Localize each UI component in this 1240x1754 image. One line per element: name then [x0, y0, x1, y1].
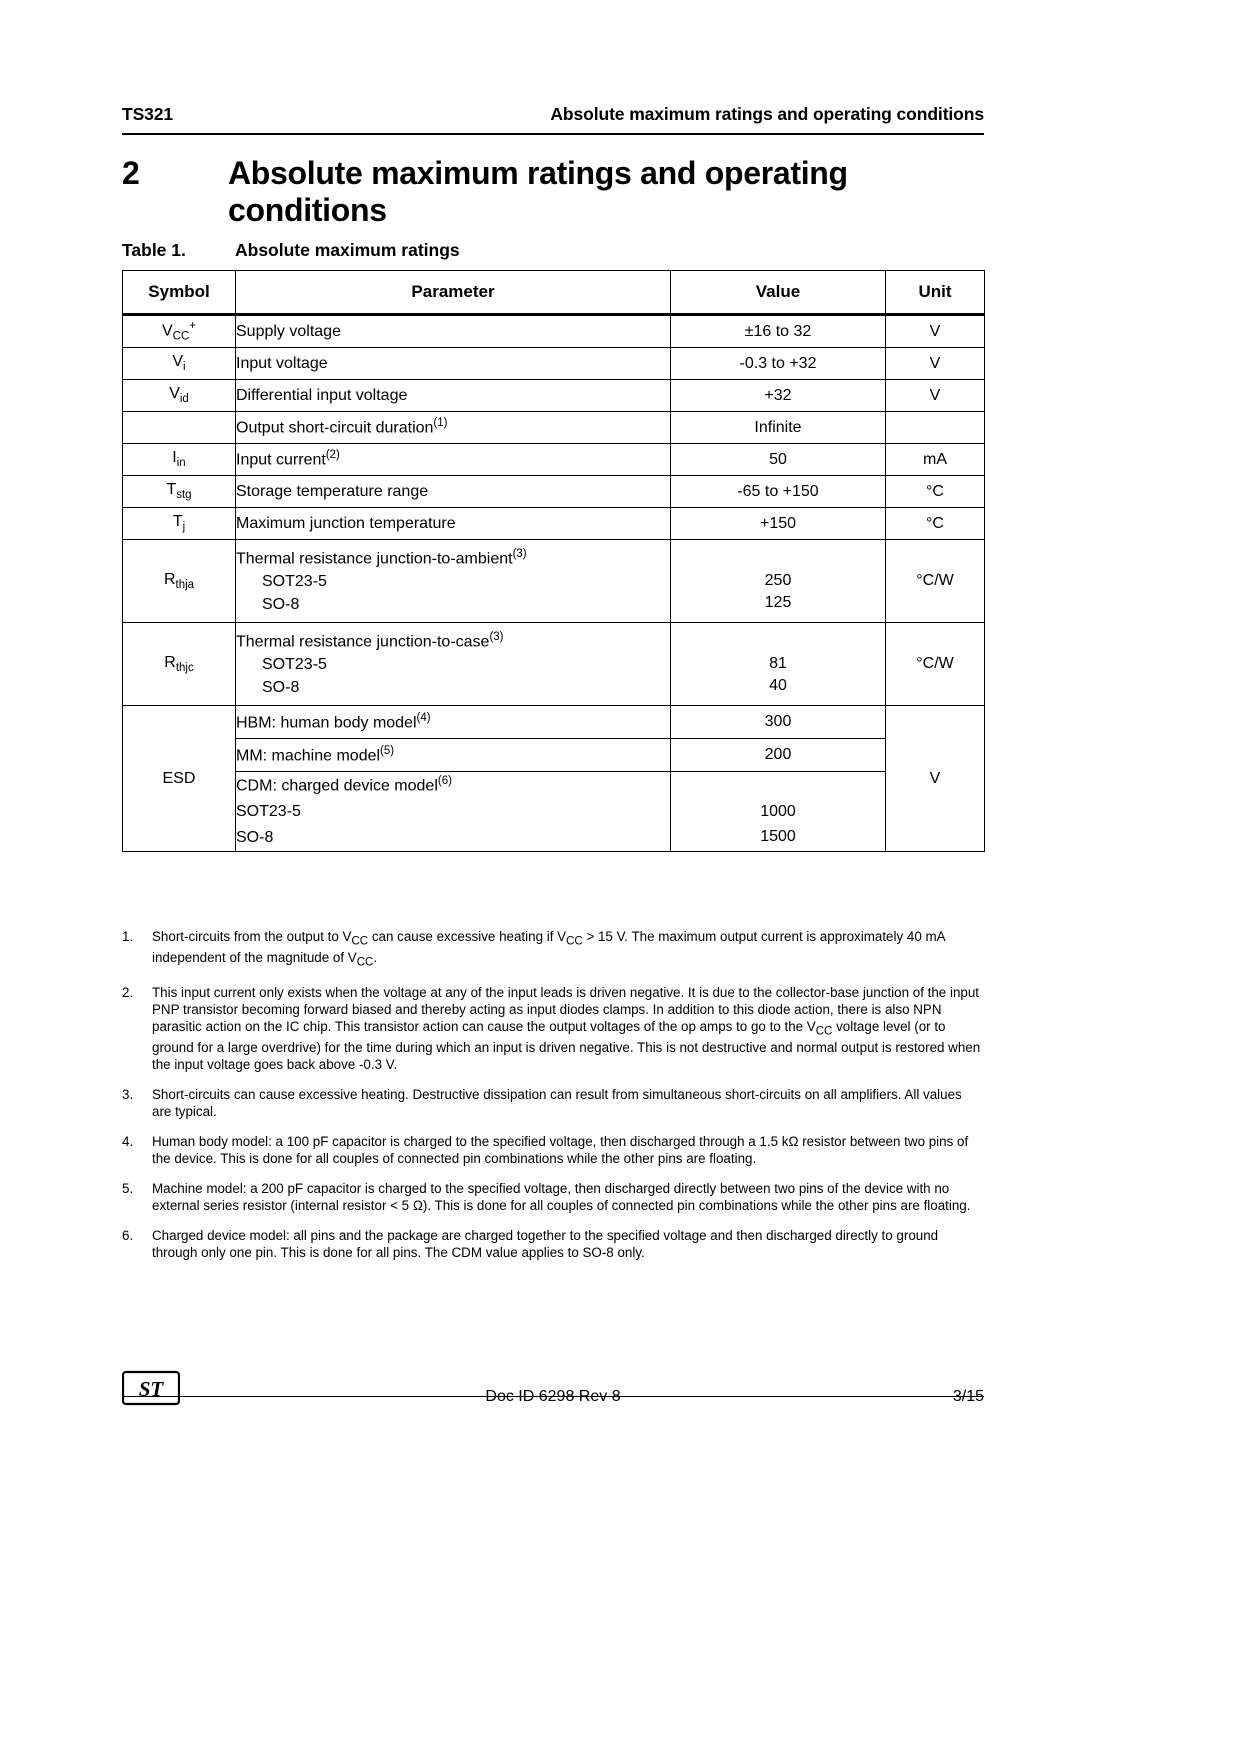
chapter-heading	[122, 155, 990, 229]
cell-symbol: $R_{thja}$	[123, 540, 236, 623]
table-row	[123, 315, 985, 348]
cell-unit: °C/W	[886, 540, 985, 623]
cell-parameter: Supply voltage	[236, 315, 671, 348]
cell-symbol: $I_{in}$	[123, 444, 236, 476]
footnote-text: Machine model: a 200 pF capacitor is charged to the specified voltage, then discharged directly between two pins of the device with no external series resistor (internal resistor < 5 Ω). This is done for all couples of connected pin combinations while the other pins are floating.	[152, 1180, 971, 1213]
footnote-text: Short-circuits can cause excessive heating. Destructive dissipation can result from simultaneous short-circuits on all amplifiers. All values are typical.	[152, 1086, 962, 1119]
footnote-number: 4.	[122, 1133, 134, 1149]
cell-unit: V	[886, 315, 985, 348]
package-label: SOT23-5	[236, 803, 301, 821]
table-caption-label: Table 1.	[122, 240, 186, 260]
header-section-title: Absolute maximum ratings and operating conditions	[550, 104, 984, 124]
cell-value: 81 40	[671, 623, 886, 706]
footnote-1	[122, 928, 984, 971]
cell-parameter: MM: machine model$^{(5)}$	[236, 739, 671, 772]
svg-text:ST: ST	[138, 1377, 164, 1401]
absolute-maximum-ratings-table	[122, 270, 985, 852]
cell-unit	[886, 412, 985, 444]
cell-parameter: Differential input voltage	[236, 380, 671, 412]
table-caption-title: Absolute maximum ratings	[235, 240, 460, 260]
table-row	[123, 772, 985, 852]
cell-value: -0.3 to +32	[671, 348, 886, 380]
column-header-value: Value	[671, 271, 886, 315]
table-caption	[122, 240, 460, 261]
cell-unit: °C	[886, 476, 985, 508]
footnote-6	[122, 1227, 984, 1261]
footnote-number: 3.	[122, 1086, 134, 1102]
table-row	[123, 348, 985, 380]
cell-parameter: Input voltage	[236, 348, 671, 380]
cell-value: -65 to +150	[671, 476, 886, 508]
cell-unit: V	[886, 380, 985, 412]
table-row	[123, 623, 985, 706]
footnote-2	[122, 984, 984, 1073]
chapter-number: 2	[122, 155, 140, 191]
header-divider	[122, 133, 984, 135]
cell-value: +32	[671, 380, 886, 412]
cell-symbol: $T_{stg}$	[123, 476, 236, 508]
cell-value: 1000 1500	[671, 772, 886, 852]
cell-value: 300	[671, 706, 886, 739]
cell-parameter: Thermal resistance junction-to-case$^{(3)}$ SOT23-5 SO-8	[236, 623, 671, 706]
cell-value: 250 125	[671, 540, 886, 623]
cell-parameter: Output short-circuit duration$^{(1)}$	[236, 412, 671, 444]
footnote-5	[122, 1180, 984, 1214]
footnote-number: 5.	[122, 1180, 134, 1196]
table-row	[123, 508, 985, 540]
cell-parameter: Input current$^{(2)}$	[236, 444, 671, 476]
cell-unit: °C/W	[886, 623, 985, 706]
footnote-text: Short-circuits from the output to VCC can cause excessive heating if VCC > 15 V. The maximum output current is approximately 40 mA independent of the magnitude of VCC.	[152, 929, 945, 969]
package-label: SO-8	[262, 595, 300, 613]
cell-symbol	[123, 412, 236, 444]
footer-doc-id: Doc ID 6298 Rev 8	[485, 1388, 621, 1405]
cell-unit: mA	[886, 444, 985, 476]
footnote-text: Human body model: a 100 pF capacitor is charged to the specified voltage, then discharged through a 1.5 kΩ resistor between two pins of the device. This is done for all couples of connected pin combinations while the other pins are floating.	[152, 1133, 969, 1166]
page-title: Absolute maximum ratings and operating conditions	[228, 155, 848, 228]
cell-symbol: $V_{CC}^+$	[123, 315, 236, 348]
cell-unit: V	[886, 348, 985, 380]
cell-symbol-esd: ESD	[123, 706, 236, 852]
cell-parameter: Thermal resistance junction-to-ambient$^{(3)}$ SOT23-5 SO-8	[236, 540, 671, 623]
cell-unit: °C	[886, 508, 985, 540]
footer-page-number: 3/15	[952, 1388, 984, 1405]
table-row	[123, 412, 985, 444]
table-row	[123, 476, 985, 508]
package-label: SO-8	[236, 829, 274, 847]
header-part-number: TS321	[122, 104, 174, 124]
footnote-text: Charged device model: all pins and the package are charged together to the specified voltage and then discharged directly to ground through only one pin. This is done for all pins. The CDM value applies to SO-8 only.	[152, 1227, 939, 1260]
cell-symbol: $T_j$	[123, 508, 236, 540]
table-row	[123, 444, 985, 476]
column-header-parameter: Parameter	[236, 271, 671, 315]
cell-symbol: $V_i$	[123, 348, 236, 380]
cell-symbol: $R_{thjc}$	[123, 623, 236, 706]
cell-parameter: Maximum junction temperature	[236, 508, 671, 540]
package-label: SOT23-5	[262, 655, 327, 673]
footnote-number: 1.	[122, 929, 134, 944]
package-label: SOT23-5	[262, 572, 327, 590]
cell-value: 50	[671, 444, 886, 476]
package-label: SO-8	[262, 678, 300, 696]
page-footer	[122, 1366, 984, 1412]
running-header	[122, 104, 984, 125]
table-row	[123, 706, 985, 739]
footnote-number: 2.	[122, 984, 134, 1000]
footnote-4	[122, 1133, 984, 1167]
cell-symbol: $V_{id}$	[123, 380, 236, 412]
footnote-number: 6.	[122, 1227, 134, 1243]
cell-value: ±16 to 32	[671, 315, 886, 348]
table-row	[123, 540, 985, 623]
table-header-row	[123, 271, 985, 315]
cell-unit-esd: V	[886, 706, 985, 852]
table-row	[123, 380, 985, 412]
column-header-symbol: Symbol	[123, 271, 236, 315]
cell-parameter: HBM: human body model$^{(4)}$	[236, 706, 671, 739]
cell-value: 200	[671, 739, 886, 772]
table-row	[123, 739, 985, 772]
cell-parameter: CDM: charged device model$^{(6)}$ SOT23-5 SO-8	[236, 772, 671, 852]
cell-parameter: Storage temperature range	[236, 476, 671, 508]
cell-value: Infinite	[671, 412, 886, 444]
footnote-list	[122, 928, 984, 1274]
column-header-unit: Unit	[886, 271, 985, 315]
cell-value: +150	[671, 508, 886, 540]
footnote-3	[122, 1086, 984, 1120]
footnote-text: This input current only exists when the voltage at any of the input leads is driven negative. It is due to the collector-base junction of the input PNP transistor becoming forward biased and thereby acting as input diodes clamps. In addition to this diode action, there is also NPN parasitic action on the IC chip. This transistor action can cause the output voltages of the op amps to go to the VCC voltage level (or to ground for a large overdrive) for the time during which an input is driven negative. This is not destructive and normal output is restored when the input voltage goes back above -0.3 V.	[152, 984, 981, 1072]
